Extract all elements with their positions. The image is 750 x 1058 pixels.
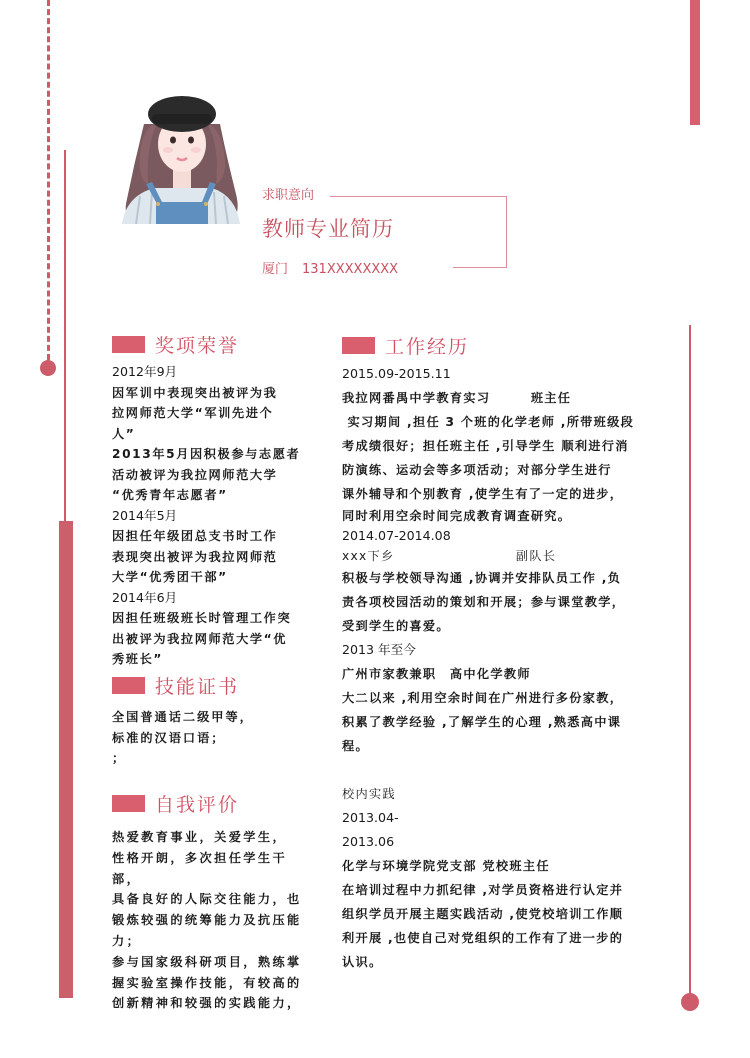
right-thin-line bbox=[689, 325, 691, 995]
award-text: 因担任班级班长时管理工作突 bbox=[112, 611, 292, 625]
work-desc: 考成绩很好；担任班主任 ,引导学生 顺利进行消 bbox=[342, 439, 629, 453]
work-desc: 课外辅导和个别教育 ,使学生有了一定的进步， bbox=[342, 487, 624, 501]
award-text: “优秀青年志愿者” bbox=[112, 488, 228, 502]
self-eval-line: 具备良好的人际交往能力，也 bbox=[112, 892, 302, 907]
awards-section bbox=[112, 331, 302, 670]
work-section bbox=[342, 332, 642, 974]
work-role: xxx下乡 副队长 bbox=[342, 549, 557, 563]
awards-body bbox=[112, 362, 302, 670]
header-frame-bottom bbox=[453, 267, 507, 268]
award-date: 2014年5月 bbox=[112, 507, 178, 523]
contact-line bbox=[262, 258, 398, 277]
skills-body bbox=[112, 707, 302, 769]
self-eval-line: 力； bbox=[112, 933, 142, 948]
job-intent-label: 求职意向 bbox=[262, 188, 315, 203]
award-text: 拉网师范大学“军训先进个 bbox=[112, 406, 274, 420]
award-text: 人” bbox=[112, 426, 136, 441]
award-text: 大学“优秀团干部” bbox=[112, 570, 228, 584]
section-bar-icon bbox=[112, 677, 145, 694]
work-role: 化学与环境学院党支部 党校班主任 bbox=[342, 859, 550, 873]
work-body bbox=[342, 362, 642, 974]
right-top-bar bbox=[690, 0, 700, 125]
resume-title: 教师专业简历 bbox=[262, 217, 394, 241]
award-text: 因担任年级团总支书时工作 bbox=[112, 529, 278, 543]
work-desc: 积极与学校领导沟通 ,协调并安排队员工作 ,负 bbox=[342, 571, 622, 585]
section-bar-icon bbox=[112, 795, 145, 812]
work-date: 2015.09-2015.11 bbox=[342, 366, 451, 381]
award-text: 2013年5月因积极参与志愿者 bbox=[112, 447, 301, 461]
self-eval-line: 热爱教育事业，关爱学生， bbox=[112, 830, 288, 844]
skills-title: 技能证书 bbox=[155, 676, 240, 698]
self-eval-line: 握实验室操作技能，有较高的 bbox=[112, 975, 302, 990]
work-desc: 受到学生的喜爱。 bbox=[342, 619, 450, 633]
work-desc: 组织学员开展主题实践活动 ,使党校培训工作顺 bbox=[342, 907, 624, 921]
self-eval-title: 自我评价 bbox=[155, 794, 240, 816]
self-eval-line: 锻炼较强的统筹能力及抗压能 bbox=[112, 913, 302, 928]
self-eval-section bbox=[112, 790, 302, 1014]
self-eval-body bbox=[112, 827, 302, 1014]
city: 厦门 bbox=[262, 262, 289, 277]
award-date: 2012年9月 bbox=[112, 364, 178, 379]
award-text: 表现突出被评为我拉网师范 bbox=[112, 549, 278, 564]
work-desc: 同时利用空余时间完成教育调查研究。 bbox=[342, 509, 572, 523]
work-desc: 大二以来 ,利用空余时间在广州进行多份家教， bbox=[342, 691, 624, 705]
spacer bbox=[342, 758, 642, 782]
work-date: 2013 年至今 bbox=[342, 642, 416, 657]
skill-line: 标准的汉语口语； bbox=[112, 730, 226, 745]
skills-section bbox=[112, 672, 302, 769]
work-role: 我拉网番禺中学教育实习 班主任 bbox=[342, 391, 572, 405]
skills-header bbox=[112, 672, 302, 699]
header-frame-top bbox=[330, 196, 507, 197]
dashed-timeline-line bbox=[47, 0, 50, 360]
left-thick-bar bbox=[59, 521, 73, 998]
award-text: 活动被评为我拉网师范大学 bbox=[112, 467, 278, 482]
self-eval-header bbox=[112, 790, 302, 817]
awards-title: 奖项荣誉 bbox=[155, 335, 240, 357]
self-eval-line: 参与国家级科研项目，熟练掌 bbox=[112, 954, 302, 969]
work-desc: 在培训过程中力抓纪律 ,对学员资格进行认定并 bbox=[342, 883, 624, 897]
work-date: 2014.07-2014.08 bbox=[342, 528, 451, 543]
header-frame-right bbox=[506, 196, 507, 268]
work-desc: 认识。 bbox=[342, 955, 383, 969]
skill-line: ； bbox=[112, 751, 127, 765]
section-bar-icon bbox=[342, 337, 375, 354]
work-desc: 利开展 ,也使自己对党组织的工作有了进一步的 bbox=[342, 931, 624, 945]
timeline-dot bbox=[40, 360, 56, 376]
work-desc: 程。 bbox=[342, 739, 369, 753]
timeline-dot-bottom bbox=[681, 993, 699, 1011]
award-text: 因军训中表现突出被评为我 bbox=[112, 385, 278, 400]
skill-line: 全国普通话二级甲等， bbox=[112, 710, 254, 724]
award-date: 2014年6月 bbox=[112, 589, 178, 605]
avatar bbox=[116, 84, 251, 224]
section-bar-icon bbox=[112, 336, 145, 353]
work-date: 2013.04- bbox=[342, 810, 399, 825]
work-date: 2013.06 bbox=[342, 834, 395, 849]
self-eval-line: 创新精神和较强的实践能力， bbox=[112, 996, 302, 1011]
work-desc: 防演练、运动会等多项活动；对部分学生进行 bbox=[342, 463, 612, 477]
award-text: 出被评为我拉网师范大学“优 bbox=[112, 631, 288, 646]
work-desc: 积累了教学经验 ,了解学生的心理 ,熟悉高中课 bbox=[342, 715, 622, 729]
work-header bbox=[342, 332, 642, 359]
campus-practice-label: 校内实践 bbox=[342, 787, 396, 801]
left-thin-line bbox=[64, 150, 66, 525]
work-title: 工作经历 bbox=[385, 336, 470, 358]
award-text: 秀班长” bbox=[112, 652, 163, 666]
work-role: 广州市家教兼职 高中化学教师 bbox=[342, 667, 531, 681]
awards-header bbox=[112, 331, 302, 358]
phone: 131XXXXXXXX bbox=[302, 262, 399, 277]
work-desc: 实习期间 ,担任 3 个班的化学老师 ,所带班级段 bbox=[342, 415, 635, 429]
self-eval-line: 性格开朗，多次担任学生干部， bbox=[112, 850, 288, 886]
work-desc: 责各项校园活动的策划和开展；参与课堂教学， bbox=[342, 595, 626, 609]
avatar-illustration-icon bbox=[116, 84, 251, 224]
